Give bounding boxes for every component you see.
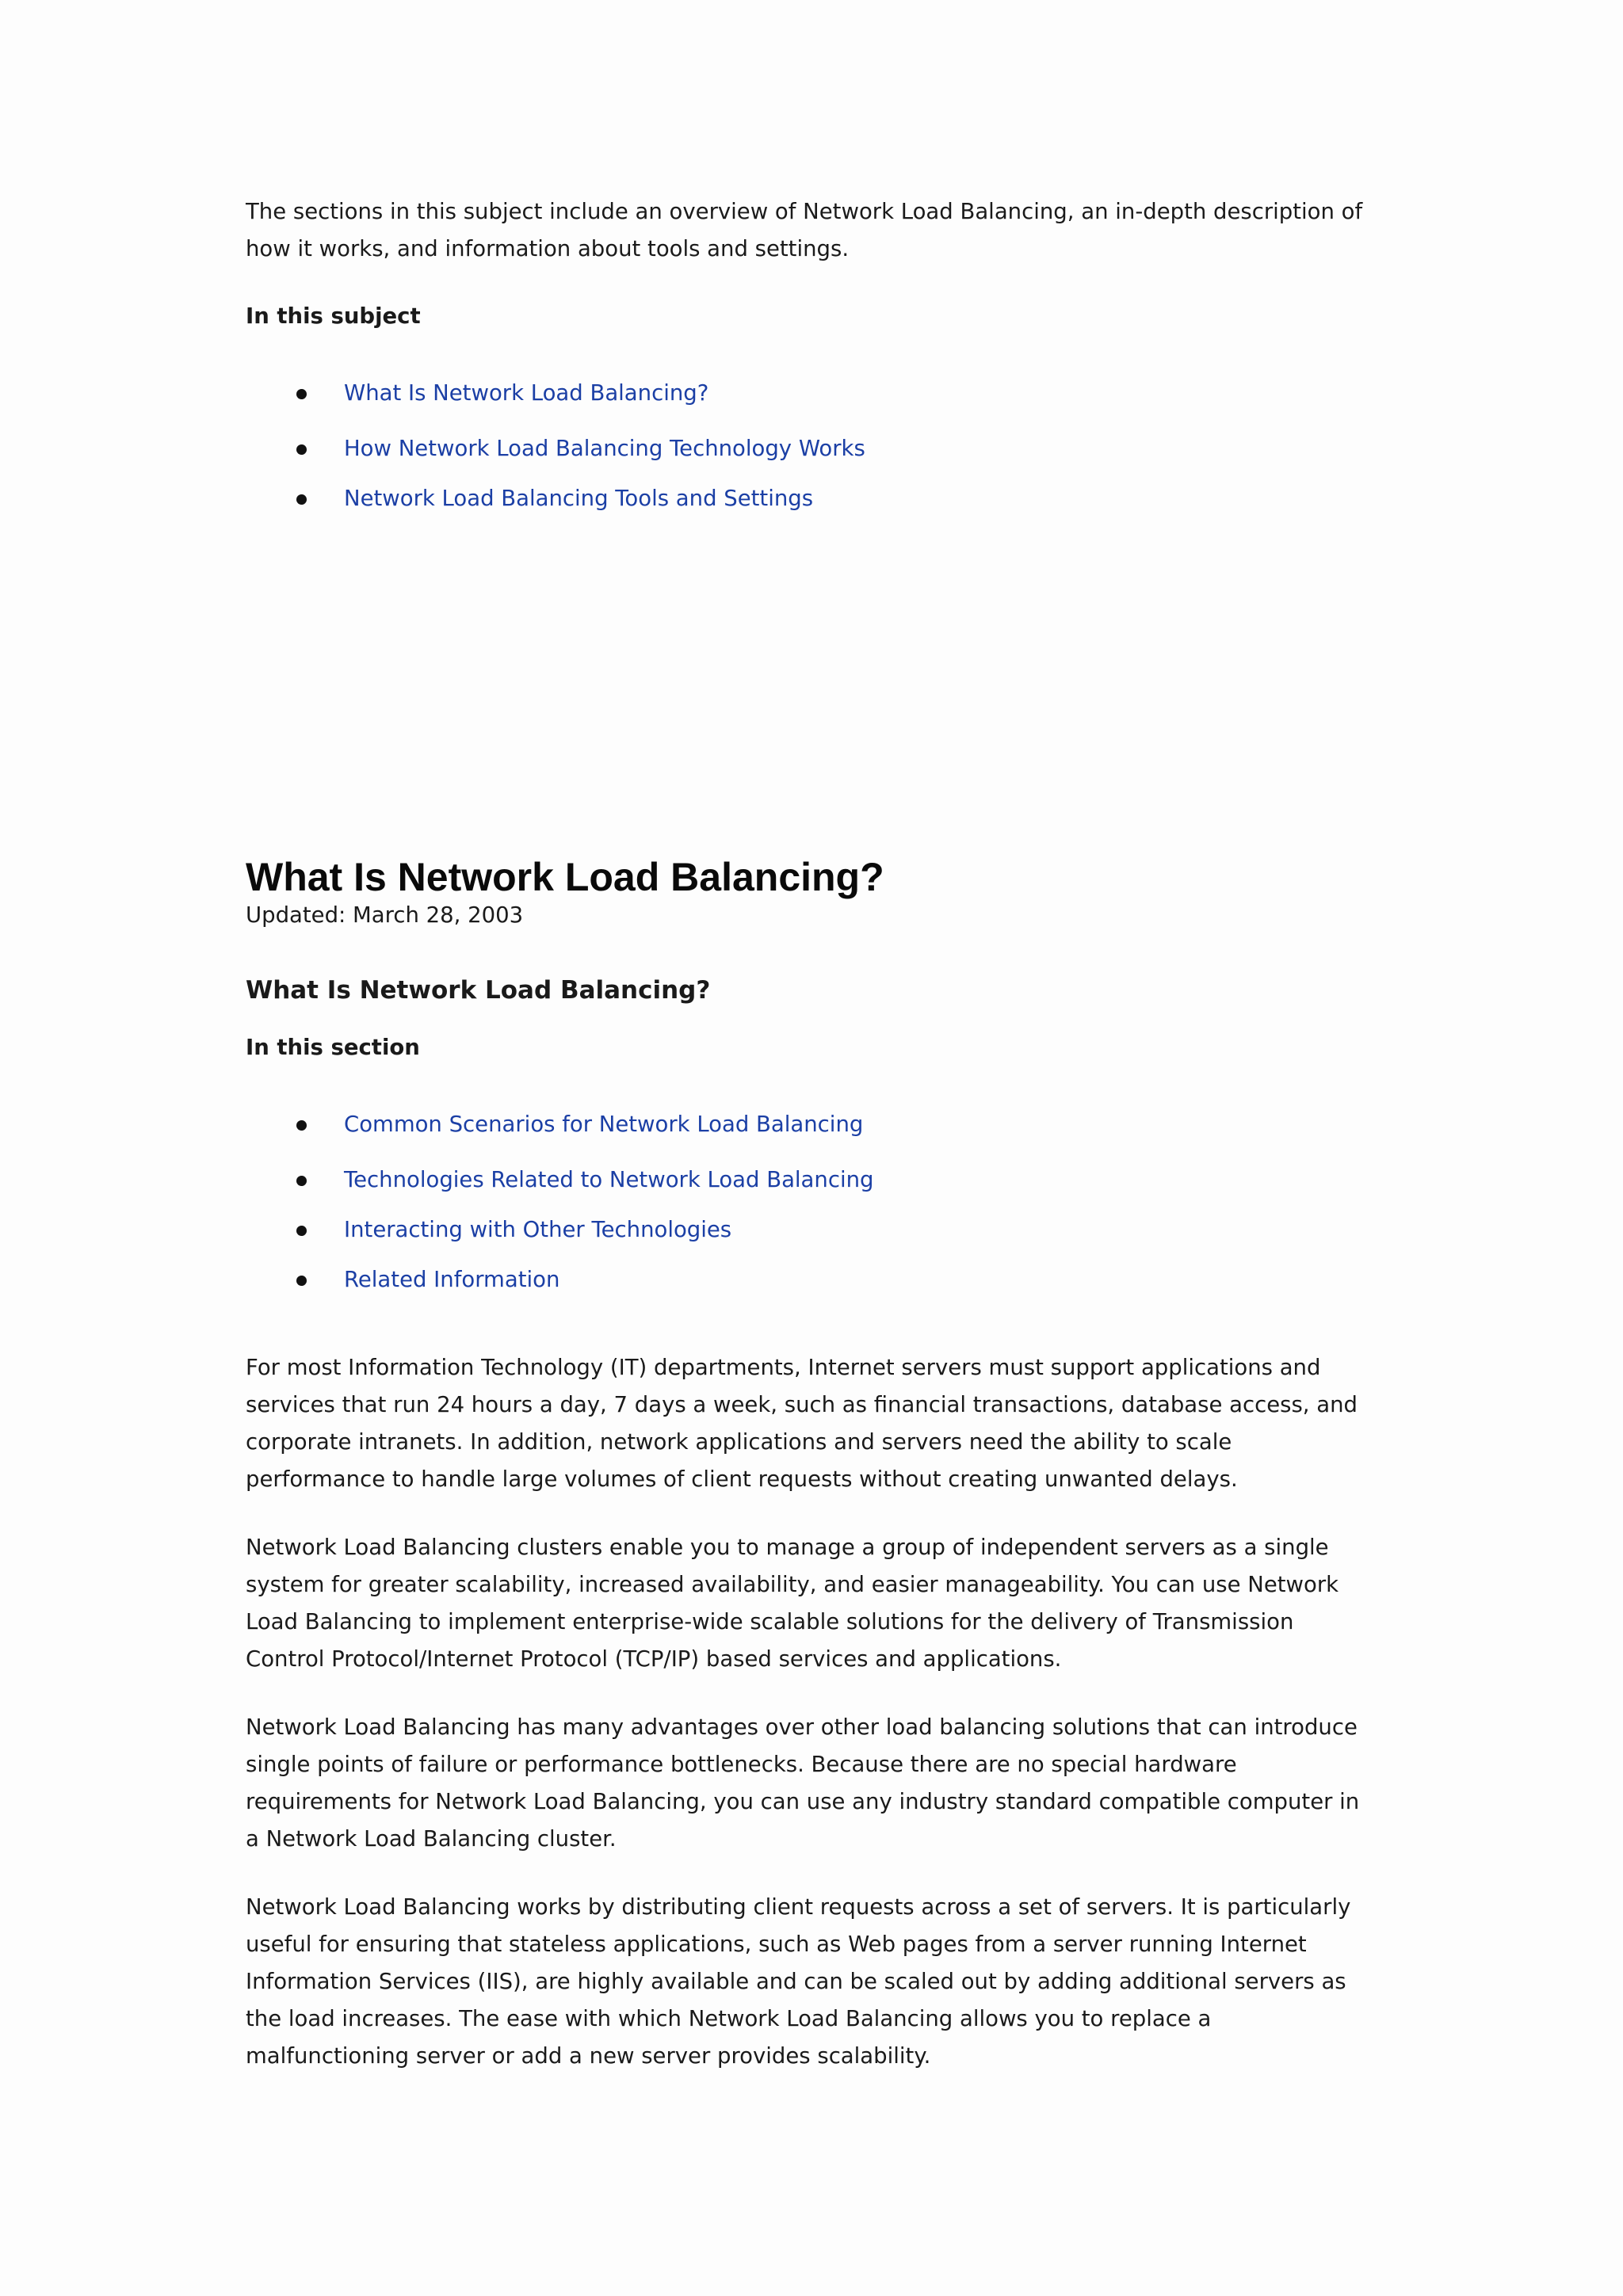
link-interacting-technologies[interactable]: Interacting with Other Technologies xyxy=(344,1217,732,1242)
intro-line: The sections in this subject include an overview of Network Load Balancing, an in-depth description of xyxy=(246,199,1363,224)
bullet-icon xyxy=(296,1226,307,1236)
paragraph-line: useful for ensuring that stateless applications, such as Web pages from a server running Internet xyxy=(246,1932,1307,1957)
bullet-icon xyxy=(296,444,307,455)
bullet-icon xyxy=(296,1276,307,1286)
body-paragraph xyxy=(246,1349,1358,1498)
link-related-technologies[interactable]: Technologies Related to Network Load Balancing xyxy=(344,1167,874,1192)
paragraph-line: requirements for Network Load Balancing, you can use any industry standard compatible computer in xyxy=(246,1789,1360,1814)
bullet-icon xyxy=(296,389,307,399)
paragraph-line: single points of failure or performance bottlenecks. Because there are no special hardware xyxy=(246,1752,1237,1777)
link-how-nlb-works[interactable]: How Network Load Balancing Technology Works xyxy=(344,436,865,461)
subject-label: In this subject xyxy=(246,303,421,329)
link-related-information[interactable]: Related Information xyxy=(344,1267,560,1292)
paragraph-line: Network Load Balancing works by distributing client requests across a set of servers. It is particularly xyxy=(246,1894,1351,1920)
paragraph-line: services that run 24 hours a day, 7 days a week, such as financial transactions, database access, and xyxy=(246,1392,1358,1417)
page-title: What Is Network Load Balancing? xyxy=(246,855,884,899)
intro-line: how it works, and information about tools and settings. xyxy=(246,236,850,261)
paragraph-line: Information Services (IIS), are highly available and can be scaled out by adding additional servers as xyxy=(246,1969,1346,1994)
paragraph-line: Network Load Balancing clusters enable you to manage a group of independent servers as a single xyxy=(246,1535,1329,1560)
paragraph-line: corporate intranets. In addition, network applications and servers need the ability to scale xyxy=(246,1429,1232,1455)
link-common-scenarios[interactable]: Common Scenarios for Network Load Balancing xyxy=(344,1112,864,1137)
bullet-icon xyxy=(296,1120,307,1131)
paragraph-line: Network Load Balancing has many advantages over other load balancing solutions that can introduce xyxy=(246,1714,1358,1740)
updated-date: Updated: March 28, 2003 xyxy=(246,902,524,928)
section-label: In this section xyxy=(246,1035,420,1060)
paragraph-line: system for greater scalability, increased availability, and easier manageability. You can use Network xyxy=(246,1572,1339,1597)
paragraph-line: For most Information Technology (IT) departments, Internet servers must support applications and xyxy=(246,1355,1321,1380)
paragraph-line: Control Protocol/Internet Protocol (TCP/IP) based services and applications. xyxy=(246,1646,1062,1672)
body-paragraph xyxy=(246,1709,1359,1858)
body-paragraph xyxy=(246,1529,1338,1678)
paragraph-line: the load increases. The ease with which Network Load Balancing allows you to replace a xyxy=(246,2006,1212,2031)
paragraph-line: performance to handle large volumes of client requests without creating unwanted delays. xyxy=(246,1466,1238,1492)
link-what-is-nlb[interactable]: What Is Network Load Balancing? xyxy=(344,380,709,406)
link-nlb-tools-settings[interactable]: Network Load Balancing Tools and Settings xyxy=(344,486,814,511)
paragraph-line: Load Balancing to implement enterprise-wide scalable solutions for the delivery of Transmission xyxy=(246,1609,1294,1634)
body-paragraph xyxy=(246,1889,1350,2075)
section-subtitle: What Is Network Load Balancing? xyxy=(246,976,711,1005)
paragraph-line: a Network Load Balancing cluster. xyxy=(246,1826,617,1852)
paragraph-line: malfunctioning server or add a new server provides scalability. xyxy=(246,2043,931,2069)
bullet-icon xyxy=(296,494,307,505)
bullet-icon xyxy=(296,1176,307,1186)
intro-paragraph xyxy=(246,193,1362,268)
